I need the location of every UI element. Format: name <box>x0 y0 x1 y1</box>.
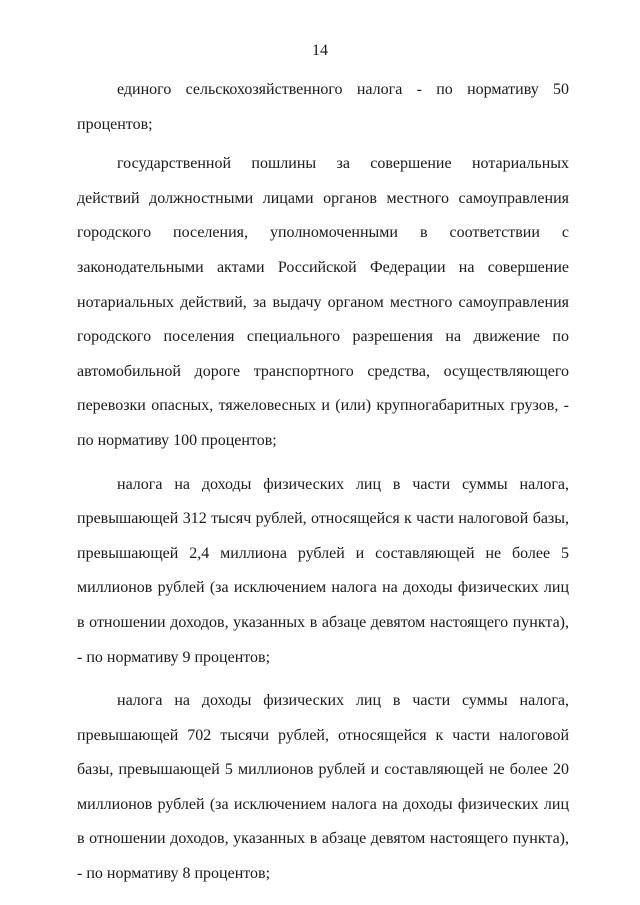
paragraph-agricultural-tax: единого сельскохозяйственного налога - по нормативу 50 процентов; <box>77 81 569 133</box>
paragraph-income-tax-9-percent: налога на доходы физических лиц в части суммы налога, превышающей 312 тысяч рублей, относящейся к части налоговой базы, превышающей 2,4 миллиона рублей и составляющей не более 5 миллионов рублей (за исключением налога на доходы физических лиц в отношении доходов, указанных в абзаце девятом настоящего пункта), - по нормативу 9 процентов; <box>77 475 569 666</box>
paragraph-state-duty: государственной пошлины за совершение нотариальных действий должностными лицами органов местного самоуправления городского поселения, уполномоченными в соответствии с законодательными актами Российской Федерации на совершение нотариальных действий, за выдачу органом местного самоуправления городского поселения специального разрешения на движение по автомобильной дороге транспортного средства, осуществляющего перевозки опасных, тяжеловесных и (или) крупногабаритных грузов, - по нормативу 100 процентов; <box>77 155 569 449</box>
document-body <box>77 73 569 901</box>
paragraph-income-tax-8-percent: налога на доходы физических лиц в части суммы налога, превышающей 702 тысячи рублей, относящейся к части налоговой базы, превышающей 5 миллионов рублей и составляющей не более 20 миллионов рублей (за исключением налога на доходы физических лиц в отношении доходов, указанных в абзаце девятом настоящего пункта), - по нормативу 8 процентов; <box>77 692 569 883</box>
page-number: 14 <box>312 42 328 59</box>
